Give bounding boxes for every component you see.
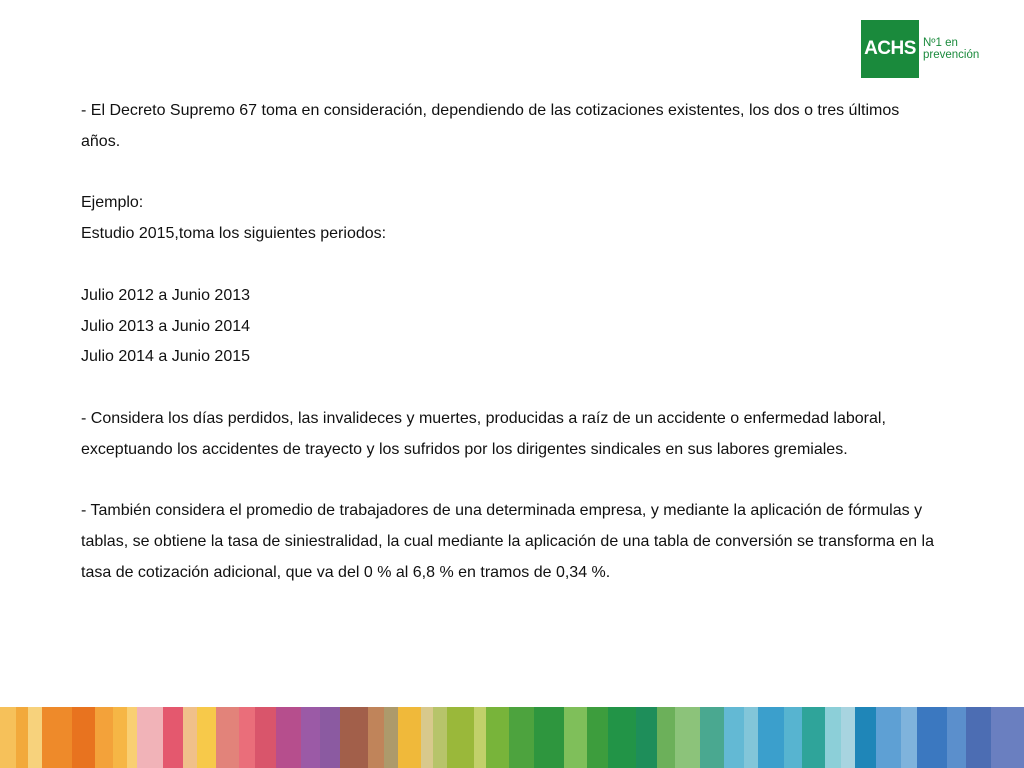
- stripe: [825, 707, 841, 768]
- stripe: [95, 707, 113, 768]
- decorative-stripe-band: [0, 707, 1024, 768]
- stripe: [301, 707, 319, 768]
- period-item: Julio 2014 a Junio 2015: [81, 348, 251, 366]
- stripe: [398, 707, 421, 768]
- achs-logo: [861, 20, 979, 78]
- stripe: [0, 707, 16, 768]
- stripe: [966, 707, 991, 768]
- stripe: [28, 707, 42, 768]
- stripe: [841, 707, 855, 768]
- example-intro: Estudio 2015,toma los siguientes periodos:: [81, 225, 387, 243]
- stripe: [42, 707, 72, 768]
- stripe: [917, 707, 947, 768]
- stripe: [509, 707, 534, 768]
- stripe: [876, 707, 901, 768]
- stripe: [947, 707, 965, 768]
- stripe: [320, 707, 341, 768]
- stripe: [724, 707, 745, 768]
- stripe: [564, 707, 587, 768]
- stripe: [802, 707, 825, 768]
- stripe: [636, 707, 657, 768]
- stripe: [127, 707, 137, 768]
- paragraph-decreto: - El Decreto Supremo 67 toma en consideración, dependiendo de las cotizaciones existentes, los dos o tres últimos años.: [81, 102, 900, 150]
- achs-tagline-line2: prevención: [923, 49, 980, 61]
- stripe: [700, 707, 723, 768]
- stripe: [587, 707, 608, 768]
- achs-logo-text: ACHS: [864, 38, 916, 59]
- paragraph-dias-perdidos: - Considera los días perdidos, las invalideces y muertes, producidas a raíz de un accidente o enfermedad laboral, exceptuando los accidentes de trayecto y los sufridos por los dirigentes sindicales en sus labores gremiales.: [81, 409, 886, 458]
- stripe: [421, 707, 433, 768]
- stripe: [216, 707, 239, 768]
- stripe: [744, 707, 758, 768]
- stripe: [608, 707, 636, 768]
- stripe: [368, 707, 384, 768]
- stripe: [197, 707, 215, 768]
- example-label: Ejemplo:: [81, 194, 144, 212]
- achs-tagline: [923, 37, 979, 61]
- stripe: [239, 707, 255, 768]
- stripe: [113, 707, 127, 768]
- period-item: Julio 2012 a Junio 2013: [81, 286, 251, 304]
- stripe: [255, 707, 276, 768]
- stripe: [163, 707, 184, 768]
- stripe: [991, 707, 1023, 768]
- stripe: [183, 707, 197, 768]
- stripe: [16, 707, 28, 768]
- stripe: [657, 707, 675, 768]
- stripe: [486, 707, 509, 768]
- stripe: [474, 707, 486, 768]
- stripe: [340, 707, 368, 768]
- slide-body: [81, 96, 936, 589]
- achs-logo-mark: [861, 20, 919, 78]
- stripe: [855, 707, 876, 768]
- stripe: [758, 707, 783, 768]
- stripe: [447, 707, 475, 768]
- period-item: Julio 2013 a Junio 2014: [81, 317, 251, 335]
- stripe: [72, 707, 95, 768]
- stripe: [276, 707, 301, 768]
- stripe: [137, 707, 162, 768]
- stripe: [901, 707, 917, 768]
- stripe: [433, 707, 447, 768]
- stripe: [534, 707, 564, 768]
- achs-tagline-line1: Nº1 en: [923, 37, 958, 49]
- paragraph-promedio-trabajadores: - También considera el promedio de trabajadores de una determinada empresa, y mediante la aplicación de fórmulas y tablas, se obtiene la tasa de siniestralidad, la cual mediante la aplicación de una tabla de conversión se transforma en la tasa de cotización adicional, que va del 0 % al 6,8 % en tramos de 0,34 %.: [81, 502, 934, 581]
- stripe: [784, 707, 802, 768]
- stripe: [675, 707, 700, 768]
- stripe: [384, 707, 398, 768]
